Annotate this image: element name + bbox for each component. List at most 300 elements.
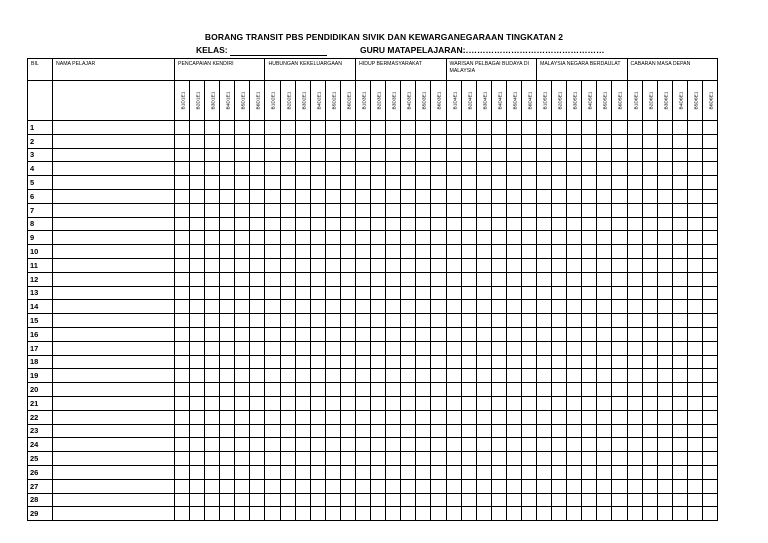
score-cell[interactable] xyxy=(476,231,491,245)
score-cell[interactable] xyxy=(612,176,627,190)
score-cell[interactable] xyxy=(702,286,717,300)
score-cell[interactable] xyxy=(325,424,340,438)
score-cell[interactable] xyxy=(386,452,401,466)
score-cell[interactable] xyxy=(521,424,536,438)
student-name-cell[interactable] xyxy=(53,493,175,507)
score-cell[interactable] xyxy=(476,189,491,203)
score-cell[interactable] xyxy=(310,258,325,272)
score-cell[interactable] xyxy=(552,217,567,231)
score-cell[interactable] xyxy=(416,286,431,300)
score-cell[interactable] xyxy=(205,341,220,355)
score-cell[interactable] xyxy=(386,465,401,479)
score-cell[interactable] xyxy=(642,134,657,148)
score-cell[interactable] xyxy=(325,314,340,328)
score-cell[interactable] xyxy=(597,258,612,272)
score-cell[interactable] xyxy=(642,314,657,328)
score-cell[interactable] xyxy=(597,121,612,135)
score-cell[interactable] xyxy=(356,438,371,452)
score-cell[interactable] xyxy=(295,134,310,148)
score-cell[interactable] xyxy=(401,148,416,162)
score-cell[interactable] xyxy=(672,507,687,521)
score-cell[interactable] xyxy=(325,493,340,507)
score-cell[interactable] xyxy=(567,134,582,148)
score-cell[interactable] xyxy=(657,479,672,493)
score-cell[interactable] xyxy=(612,465,627,479)
score-cell[interactable] xyxy=(205,258,220,272)
score-cell[interactable] xyxy=(416,189,431,203)
score-cell[interactable] xyxy=(175,438,190,452)
score-cell[interactable] xyxy=(687,148,702,162)
score-cell[interactable] xyxy=(220,355,235,369)
score-cell[interactable] xyxy=(175,286,190,300)
score-cell[interactable] xyxy=(205,355,220,369)
score-cell[interactable] xyxy=(175,231,190,245)
score-cell[interactable] xyxy=(190,134,205,148)
score-cell[interactable] xyxy=(220,217,235,231)
score-cell[interactable] xyxy=(521,355,536,369)
score-cell[interactable] xyxy=(416,314,431,328)
score-cell[interactable] xyxy=(265,231,280,245)
score-cell[interactable] xyxy=(687,452,702,466)
score-cell[interactable] xyxy=(190,479,205,493)
score-cell[interactable] xyxy=(205,438,220,452)
score-cell[interactable] xyxy=(552,438,567,452)
score-cell[interactable] xyxy=(431,355,446,369)
score-cell[interactable] xyxy=(190,314,205,328)
score-cell[interactable] xyxy=(612,383,627,397)
score-cell[interactable] xyxy=(325,355,340,369)
score-cell[interactable] xyxy=(461,314,476,328)
score-cell[interactable] xyxy=(280,438,295,452)
score-cell[interactable] xyxy=(567,258,582,272)
score-cell[interactable] xyxy=(657,452,672,466)
score-cell[interactable] xyxy=(431,121,446,135)
score-cell[interactable] xyxy=(627,410,642,424)
score-cell[interactable] xyxy=(612,507,627,521)
score-cell[interactable] xyxy=(235,369,250,383)
score-cell[interactable] xyxy=(491,272,506,286)
score-cell[interactable] xyxy=(552,327,567,341)
score-cell[interactable] xyxy=(461,203,476,217)
score-cell[interactable] xyxy=(280,493,295,507)
score-cell[interactable] xyxy=(702,493,717,507)
score-cell[interactable] xyxy=(687,327,702,341)
student-name-cell[interactable] xyxy=(53,369,175,383)
score-cell[interactable] xyxy=(506,410,521,424)
score-cell[interactable] xyxy=(340,203,355,217)
score-cell[interactable] xyxy=(340,493,355,507)
score-cell[interactable] xyxy=(265,355,280,369)
score-cell[interactable] xyxy=(582,452,597,466)
score-cell[interactable] xyxy=(250,258,265,272)
score-cell[interactable] xyxy=(175,203,190,217)
score-cell[interactable] xyxy=(612,493,627,507)
score-cell[interactable] xyxy=(386,369,401,383)
score-cell[interactable] xyxy=(401,327,416,341)
score-cell[interactable] xyxy=(506,507,521,521)
score-cell[interactable] xyxy=(250,217,265,231)
score-cell[interactable] xyxy=(340,300,355,314)
score-cell[interactable] xyxy=(597,383,612,397)
score-cell[interactable] xyxy=(401,479,416,493)
score-cell[interactable] xyxy=(476,258,491,272)
score-cell[interactable] xyxy=(205,424,220,438)
score-cell[interactable] xyxy=(642,258,657,272)
score-cell[interactable] xyxy=(491,369,506,383)
score-cell[interactable] xyxy=(325,507,340,521)
score-cell[interactable] xyxy=(190,369,205,383)
score-cell[interactable] xyxy=(175,396,190,410)
score-cell[interactable] xyxy=(446,217,461,231)
score-cell[interactable] xyxy=(175,189,190,203)
score-cell[interactable] xyxy=(220,134,235,148)
score-cell[interactable] xyxy=(220,272,235,286)
score-cell[interactable] xyxy=(220,258,235,272)
score-cell[interactable] xyxy=(537,134,552,148)
score-cell[interactable] xyxy=(310,272,325,286)
score-cell[interactable] xyxy=(280,245,295,259)
score-cell[interactable] xyxy=(235,383,250,397)
score-cell[interactable] xyxy=(431,327,446,341)
score-cell[interactable] xyxy=(401,231,416,245)
score-cell[interactable] xyxy=(340,286,355,300)
score-cell[interactable] xyxy=(446,258,461,272)
score-cell[interactable] xyxy=(552,272,567,286)
score-cell[interactable] xyxy=(642,493,657,507)
score-cell[interactable] xyxy=(506,424,521,438)
score-cell[interactable] xyxy=(642,245,657,259)
score-cell[interactable] xyxy=(446,148,461,162)
score-cell[interactable] xyxy=(642,410,657,424)
score-cell[interactable] xyxy=(250,176,265,190)
score-cell[interactable] xyxy=(491,327,506,341)
score-cell[interactable] xyxy=(687,286,702,300)
score-cell[interactable] xyxy=(431,245,446,259)
score-cell[interactable] xyxy=(371,424,386,438)
score-cell[interactable] xyxy=(521,134,536,148)
score-cell[interactable] xyxy=(371,507,386,521)
score-cell[interactable] xyxy=(582,189,597,203)
score-cell[interactable] xyxy=(702,438,717,452)
score-cell[interactable] xyxy=(340,479,355,493)
score-cell[interactable] xyxy=(552,355,567,369)
score-cell[interactable] xyxy=(552,286,567,300)
score-cell[interactable] xyxy=(386,438,401,452)
score-cell[interactable] xyxy=(340,148,355,162)
score-cell[interactable] xyxy=(672,465,687,479)
score-cell[interactable] xyxy=(582,272,597,286)
score-cell[interactable] xyxy=(295,231,310,245)
score-cell[interactable] xyxy=(431,493,446,507)
score-cell[interactable] xyxy=(356,272,371,286)
score-cell[interactable] xyxy=(506,203,521,217)
score-cell[interactable] xyxy=(672,396,687,410)
score-cell[interactable] xyxy=(552,314,567,328)
score-cell[interactable] xyxy=(175,383,190,397)
score-cell[interactable] xyxy=(672,383,687,397)
score-cell[interactable] xyxy=(295,203,310,217)
score-cell[interactable] xyxy=(416,176,431,190)
score-cell[interactable] xyxy=(672,300,687,314)
score-cell[interactable] xyxy=(265,507,280,521)
score-cell[interactable] xyxy=(567,327,582,341)
score-cell[interactable] xyxy=(431,217,446,231)
score-cell[interactable] xyxy=(310,493,325,507)
score-cell[interactable] xyxy=(175,300,190,314)
score-cell[interactable] xyxy=(461,383,476,397)
score-cell[interactable] xyxy=(612,245,627,259)
score-cell[interactable] xyxy=(582,507,597,521)
score-cell[interactable] xyxy=(431,176,446,190)
score-cell[interactable] xyxy=(416,410,431,424)
score-cell[interactable] xyxy=(280,300,295,314)
score-cell[interactable] xyxy=(672,245,687,259)
score-cell[interactable] xyxy=(657,327,672,341)
score-cell[interactable] xyxy=(371,189,386,203)
score-cell[interactable] xyxy=(220,507,235,521)
score-cell[interactable] xyxy=(401,369,416,383)
score-cell[interactable] xyxy=(521,121,536,135)
score-cell[interactable] xyxy=(702,424,717,438)
score-cell[interactable] xyxy=(280,327,295,341)
score-cell[interactable] xyxy=(205,479,220,493)
score-cell[interactable] xyxy=(552,231,567,245)
score-cell[interactable] xyxy=(340,452,355,466)
score-cell[interactable] xyxy=(205,465,220,479)
score-cell[interactable] xyxy=(672,341,687,355)
score-cell[interactable] xyxy=(657,465,672,479)
score-cell[interactable] xyxy=(340,396,355,410)
score-cell[interactable] xyxy=(476,286,491,300)
score-cell[interactable] xyxy=(280,383,295,397)
score-cell[interactable] xyxy=(431,300,446,314)
score-cell[interactable] xyxy=(340,176,355,190)
score-cell[interactable] xyxy=(190,355,205,369)
score-cell[interactable] xyxy=(386,383,401,397)
score-cell[interactable] xyxy=(446,245,461,259)
score-cell[interactable] xyxy=(702,314,717,328)
score-cell[interactable] xyxy=(446,286,461,300)
score-cell[interactable] xyxy=(250,148,265,162)
score-cell[interactable] xyxy=(401,410,416,424)
score-cell[interactable] xyxy=(702,258,717,272)
score-cell[interactable] xyxy=(325,245,340,259)
score-cell[interactable] xyxy=(461,245,476,259)
score-cell[interactable] xyxy=(461,507,476,521)
score-cell[interactable] xyxy=(642,396,657,410)
score-cell[interactable] xyxy=(537,383,552,397)
score-cell[interactable] xyxy=(687,410,702,424)
score-cell[interactable] xyxy=(476,465,491,479)
score-cell[interactable] xyxy=(416,396,431,410)
score-cell[interactable] xyxy=(190,507,205,521)
score-cell[interactable] xyxy=(190,396,205,410)
score-cell[interactable] xyxy=(627,121,642,135)
score-cell[interactable] xyxy=(461,176,476,190)
score-cell[interactable] xyxy=(265,189,280,203)
score-cell[interactable] xyxy=(280,258,295,272)
score-cell[interactable] xyxy=(325,396,340,410)
score-cell[interactable] xyxy=(205,217,220,231)
score-cell[interactable] xyxy=(310,134,325,148)
score-cell[interactable] xyxy=(657,383,672,397)
score-cell[interactable] xyxy=(491,383,506,397)
score-cell[interactable] xyxy=(386,148,401,162)
score-cell[interactable] xyxy=(672,327,687,341)
score-cell[interactable] xyxy=(597,424,612,438)
score-cell[interactable] xyxy=(401,189,416,203)
score-cell[interactable] xyxy=(235,148,250,162)
score-cell[interactable] xyxy=(582,341,597,355)
score-cell[interactable] xyxy=(567,272,582,286)
score-cell[interactable] xyxy=(642,217,657,231)
score-cell[interactable] xyxy=(431,203,446,217)
score-cell[interactable] xyxy=(446,203,461,217)
score-cell[interactable] xyxy=(386,300,401,314)
score-cell[interactable] xyxy=(416,465,431,479)
score-cell[interactable] xyxy=(521,231,536,245)
score-cell[interactable] xyxy=(265,245,280,259)
score-cell[interactable] xyxy=(250,465,265,479)
score-cell[interactable] xyxy=(371,341,386,355)
score-cell[interactable] xyxy=(702,272,717,286)
score-cell[interactable] xyxy=(687,341,702,355)
score-cell[interactable] xyxy=(250,272,265,286)
score-cell[interactable] xyxy=(235,134,250,148)
score-cell[interactable] xyxy=(295,314,310,328)
score-cell[interactable] xyxy=(235,245,250,259)
score-cell[interactable] xyxy=(386,396,401,410)
score-cell[interactable] xyxy=(325,383,340,397)
score-cell[interactable] xyxy=(521,369,536,383)
score-cell[interactable] xyxy=(537,217,552,231)
score-cell[interactable] xyxy=(672,148,687,162)
score-cell[interactable] xyxy=(446,438,461,452)
score-cell[interactable] xyxy=(642,203,657,217)
score-cell[interactable] xyxy=(612,286,627,300)
score-cell[interactable] xyxy=(612,341,627,355)
score-cell[interactable] xyxy=(476,134,491,148)
score-cell[interactable] xyxy=(356,176,371,190)
score-cell[interactable] xyxy=(371,493,386,507)
score-cell[interactable] xyxy=(340,272,355,286)
score-cell[interactable] xyxy=(205,452,220,466)
score-cell[interactable] xyxy=(235,327,250,341)
score-cell[interactable] xyxy=(431,272,446,286)
score-cell[interactable] xyxy=(416,493,431,507)
score-cell[interactable] xyxy=(220,203,235,217)
score-cell[interactable] xyxy=(537,493,552,507)
score-cell[interactable] xyxy=(371,134,386,148)
score-cell[interactable] xyxy=(521,314,536,328)
score-cell[interactable] xyxy=(235,314,250,328)
score-cell[interactable] xyxy=(325,189,340,203)
score-cell[interactable] xyxy=(175,369,190,383)
score-cell[interactable] xyxy=(205,327,220,341)
score-cell[interactable] xyxy=(220,341,235,355)
score-cell[interactable] xyxy=(461,286,476,300)
score-cell[interactable] xyxy=(702,465,717,479)
score-cell[interactable] xyxy=(416,300,431,314)
score-cell[interactable] xyxy=(371,286,386,300)
score-cell[interactable] xyxy=(672,189,687,203)
score-cell[interactable] xyxy=(506,189,521,203)
score-cell[interactable] xyxy=(537,258,552,272)
student-name-cell[interactable] xyxy=(53,162,175,176)
score-cell[interactable] xyxy=(205,493,220,507)
score-cell[interactable] xyxy=(325,134,340,148)
score-cell[interactable] xyxy=(612,424,627,438)
score-cell[interactable] xyxy=(280,148,295,162)
score-cell[interactable] xyxy=(340,465,355,479)
score-cell[interactable] xyxy=(521,479,536,493)
student-name-cell[interactable] xyxy=(53,314,175,328)
score-cell[interactable] xyxy=(295,121,310,135)
score-cell[interactable] xyxy=(431,314,446,328)
score-cell[interactable] xyxy=(356,493,371,507)
score-cell[interactable] xyxy=(446,452,461,466)
score-cell[interactable] xyxy=(506,258,521,272)
score-cell[interactable] xyxy=(416,258,431,272)
score-cell[interactable] xyxy=(506,134,521,148)
score-cell[interactable] xyxy=(657,203,672,217)
score-cell[interactable] xyxy=(356,300,371,314)
score-cell[interactable] xyxy=(657,286,672,300)
score-cell[interactable] xyxy=(506,162,521,176)
score-cell[interactable] xyxy=(612,217,627,231)
score-cell[interactable] xyxy=(371,479,386,493)
score-cell[interactable] xyxy=(235,410,250,424)
score-cell[interactable] xyxy=(687,507,702,521)
score-cell[interactable] xyxy=(371,121,386,135)
score-cell[interactable] xyxy=(597,176,612,190)
score-cell[interactable] xyxy=(687,300,702,314)
score-cell[interactable] xyxy=(642,121,657,135)
score-cell[interactable] xyxy=(190,465,205,479)
score-cell[interactable] xyxy=(446,231,461,245)
score-cell[interactable] xyxy=(235,162,250,176)
score-cell[interactable] xyxy=(280,217,295,231)
score-cell[interactable] xyxy=(416,121,431,135)
score-cell[interactable] xyxy=(250,369,265,383)
score-cell[interactable] xyxy=(597,314,612,328)
score-cell[interactable] xyxy=(265,341,280,355)
score-cell[interactable] xyxy=(672,355,687,369)
score-cell[interactable] xyxy=(672,452,687,466)
score-cell[interactable] xyxy=(582,258,597,272)
score-cell[interactable] xyxy=(250,314,265,328)
score-cell[interactable] xyxy=(476,396,491,410)
score-cell[interactable] xyxy=(506,383,521,397)
score-cell[interactable] xyxy=(205,245,220,259)
score-cell[interactable] xyxy=(371,410,386,424)
score-cell[interactable] xyxy=(612,355,627,369)
score-cell[interactable] xyxy=(627,314,642,328)
score-cell[interactable] xyxy=(521,341,536,355)
score-cell[interactable] xyxy=(642,341,657,355)
score-cell[interactable] xyxy=(325,258,340,272)
score-cell[interactable] xyxy=(642,286,657,300)
score-cell[interactable] xyxy=(250,479,265,493)
score-cell[interactable] xyxy=(476,148,491,162)
score-cell[interactable] xyxy=(235,479,250,493)
score-cell[interactable] xyxy=(310,383,325,397)
score-cell[interactable] xyxy=(280,272,295,286)
score-cell[interactable] xyxy=(506,369,521,383)
score-cell[interactable] xyxy=(597,493,612,507)
score-cell[interactable] xyxy=(295,424,310,438)
score-cell[interactable] xyxy=(386,314,401,328)
